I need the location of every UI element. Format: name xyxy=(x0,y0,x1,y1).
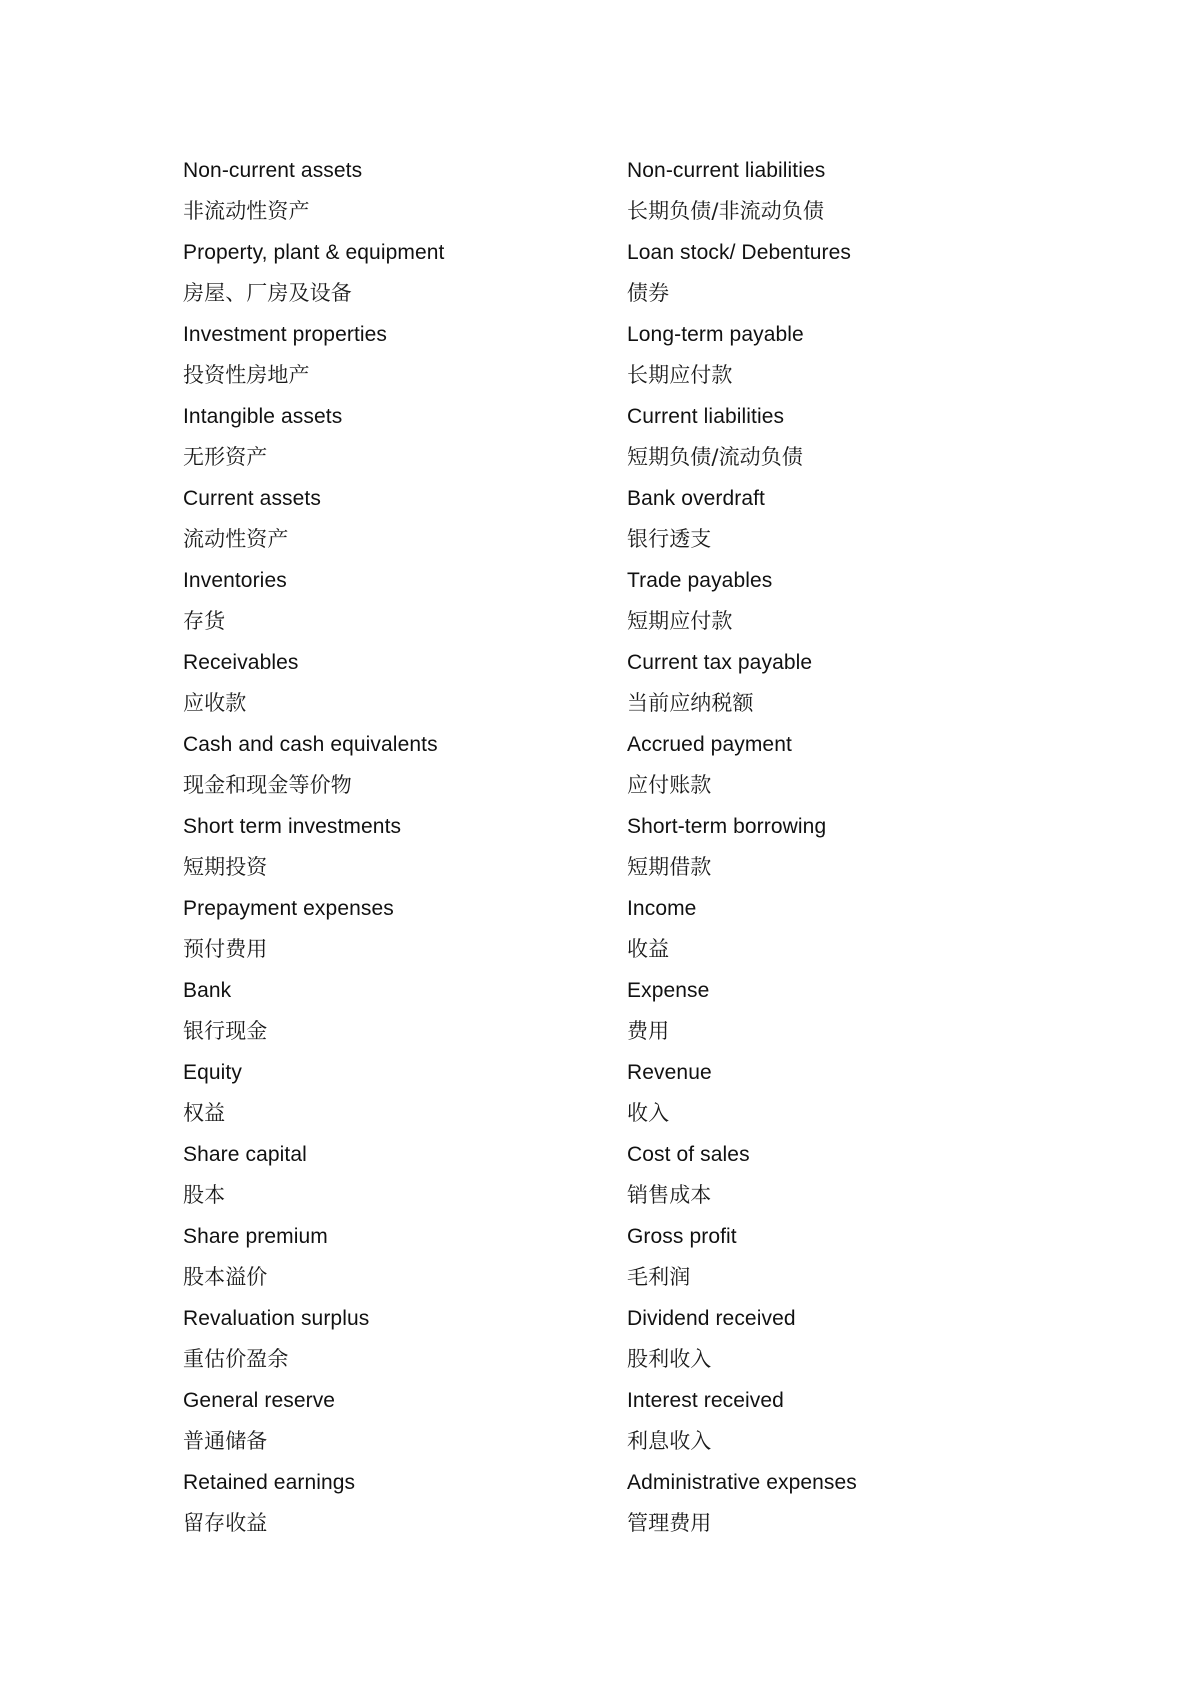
chinese-term: 长期应付款 xyxy=(627,363,733,387)
glossary-entry xyxy=(627,970,1047,1052)
chinese-term: 当前应纳税额 xyxy=(627,691,754,715)
glossary-entry xyxy=(183,478,603,560)
glossary-entry xyxy=(183,1462,603,1544)
chinese-term: 应收款 xyxy=(183,691,247,715)
chinese-term: 短期应付款 xyxy=(627,609,733,633)
glossary-entry xyxy=(183,560,603,642)
english-term: Bank overdraft xyxy=(627,487,765,510)
english-term: Expense xyxy=(627,979,710,1002)
glossary-entry xyxy=(627,642,1047,724)
glossary-entry xyxy=(183,396,603,478)
english-term: Prepayment expenses xyxy=(183,897,394,920)
english-term: Accrued payment xyxy=(627,733,792,756)
chinese-term: 非流动性资产 xyxy=(183,199,310,223)
english-term: Administrative expenses xyxy=(627,1471,857,1494)
chinese-term: 存货 xyxy=(183,609,226,633)
english-term: Interest received xyxy=(627,1389,784,1412)
glossary-entry xyxy=(183,642,603,724)
glossary-entry xyxy=(183,724,603,806)
english-term: Loan stock/ Debentures xyxy=(627,241,852,264)
chinese-term: 收入 xyxy=(627,1101,670,1125)
glossary-entry xyxy=(183,970,603,1052)
english-term: Non-current assets xyxy=(183,159,363,182)
glossary-entry xyxy=(627,1134,1047,1216)
chinese-term: 普通储备 xyxy=(183,1429,268,1453)
english-term: Income xyxy=(627,897,697,920)
chinese-term: 长期负债/非流动负债 xyxy=(627,199,825,223)
english-term: Receivables xyxy=(183,651,299,674)
english-term: Long-term payable xyxy=(627,323,804,346)
english-term: Retained earnings xyxy=(183,1471,356,1494)
glossary-entry xyxy=(183,232,603,314)
glossary-entry xyxy=(627,396,1047,478)
glossary-entry xyxy=(183,314,603,396)
english-term: Inventories xyxy=(183,569,287,592)
glossary-entry xyxy=(627,1216,1047,1298)
english-term: Revenue xyxy=(627,1061,712,1084)
chinese-term: 毛利润 xyxy=(627,1265,691,1289)
glossary-entry xyxy=(627,724,1047,806)
chinese-term: 房屋、厂房及设备 xyxy=(183,281,352,305)
glossary-entry xyxy=(627,1052,1047,1134)
chinese-term: 银行现金 xyxy=(183,1019,268,1043)
glossary-entry xyxy=(183,1052,603,1134)
glossary-entry xyxy=(627,560,1047,642)
english-term: Short term investments xyxy=(183,815,402,838)
chinese-term: 销售成本 xyxy=(627,1183,712,1207)
glossary-entry xyxy=(627,314,1047,396)
english-term: Cost of sales xyxy=(627,1143,750,1166)
left-column xyxy=(183,150,603,1544)
chinese-term: 股本 xyxy=(183,1183,226,1207)
english-term: Non-current liabilities xyxy=(627,159,826,182)
chinese-term: 管理费用 xyxy=(627,1511,712,1535)
glossary-entry xyxy=(627,806,1047,888)
glossary-entry xyxy=(627,232,1047,314)
chinese-term: 股本溢价 xyxy=(183,1265,268,1289)
english-term: Property, plant & equipment xyxy=(183,241,445,264)
chinese-term: 股利收入 xyxy=(627,1347,712,1371)
glossary-entry xyxy=(183,888,603,970)
english-term: Gross profit xyxy=(627,1225,737,1248)
glossary-entry xyxy=(183,1134,603,1216)
chinese-term: 应付账款 xyxy=(627,773,712,797)
chinese-term: 预付费用 xyxy=(183,937,268,961)
english-term: General reserve xyxy=(183,1389,336,1412)
english-term: Intangible assets xyxy=(183,405,343,428)
glossary-entry xyxy=(627,1462,1047,1544)
english-term: Equity xyxy=(183,1061,242,1084)
chinese-term: 现金和现金等价物 xyxy=(183,773,352,797)
english-term: Current assets xyxy=(183,487,321,510)
glossary-entry xyxy=(183,1216,603,1298)
chinese-term: 短期借款 xyxy=(627,855,712,879)
english-term: Current tax payable xyxy=(627,651,813,674)
chinese-term: 利息收入 xyxy=(627,1429,712,1453)
glossary-entry xyxy=(183,150,603,232)
glossary-entry xyxy=(627,1380,1047,1462)
chinese-term: 权益 xyxy=(183,1101,226,1125)
english-term: Current liabilities xyxy=(627,405,785,428)
glossary-entry xyxy=(627,478,1047,560)
english-term: Dividend received xyxy=(627,1307,796,1330)
english-term: Short-term borrowing xyxy=(627,815,827,838)
english-term: Share premium xyxy=(183,1225,328,1248)
chinese-term: 重估价盈余 xyxy=(183,1347,289,1371)
chinese-term: 无形资产 xyxy=(183,445,268,469)
chinese-term: 投资性房地产 xyxy=(183,363,310,387)
glossary-entry xyxy=(183,806,603,888)
chinese-term: 留存收益 xyxy=(183,1511,268,1535)
chinese-term: 银行透支 xyxy=(627,527,712,551)
english-term: Cash and cash equivalents xyxy=(183,733,438,756)
english-term: Trade payables xyxy=(627,569,773,592)
glossary-entry xyxy=(627,1298,1047,1380)
english-term: Revaluation surplus xyxy=(183,1307,370,1330)
english-term: Investment properties xyxy=(183,323,388,346)
chinese-term: 短期投资 xyxy=(183,855,268,879)
english-term: Share capital xyxy=(183,1143,307,1166)
glossary-entry xyxy=(627,888,1047,970)
chinese-term: 费用 xyxy=(627,1019,670,1043)
chinese-term: 流动性资产 xyxy=(183,527,289,551)
right-column xyxy=(627,150,1047,1544)
glossary-entry xyxy=(183,1380,603,1462)
chinese-term: 短期负债/流动负债 xyxy=(627,445,803,469)
chinese-term: 债券 xyxy=(627,281,670,305)
english-term: Bank xyxy=(183,979,232,1002)
chinese-term: 收益 xyxy=(627,937,670,961)
glossary-entry xyxy=(183,1298,603,1380)
glossary-entry xyxy=(627,150,1047,232)
